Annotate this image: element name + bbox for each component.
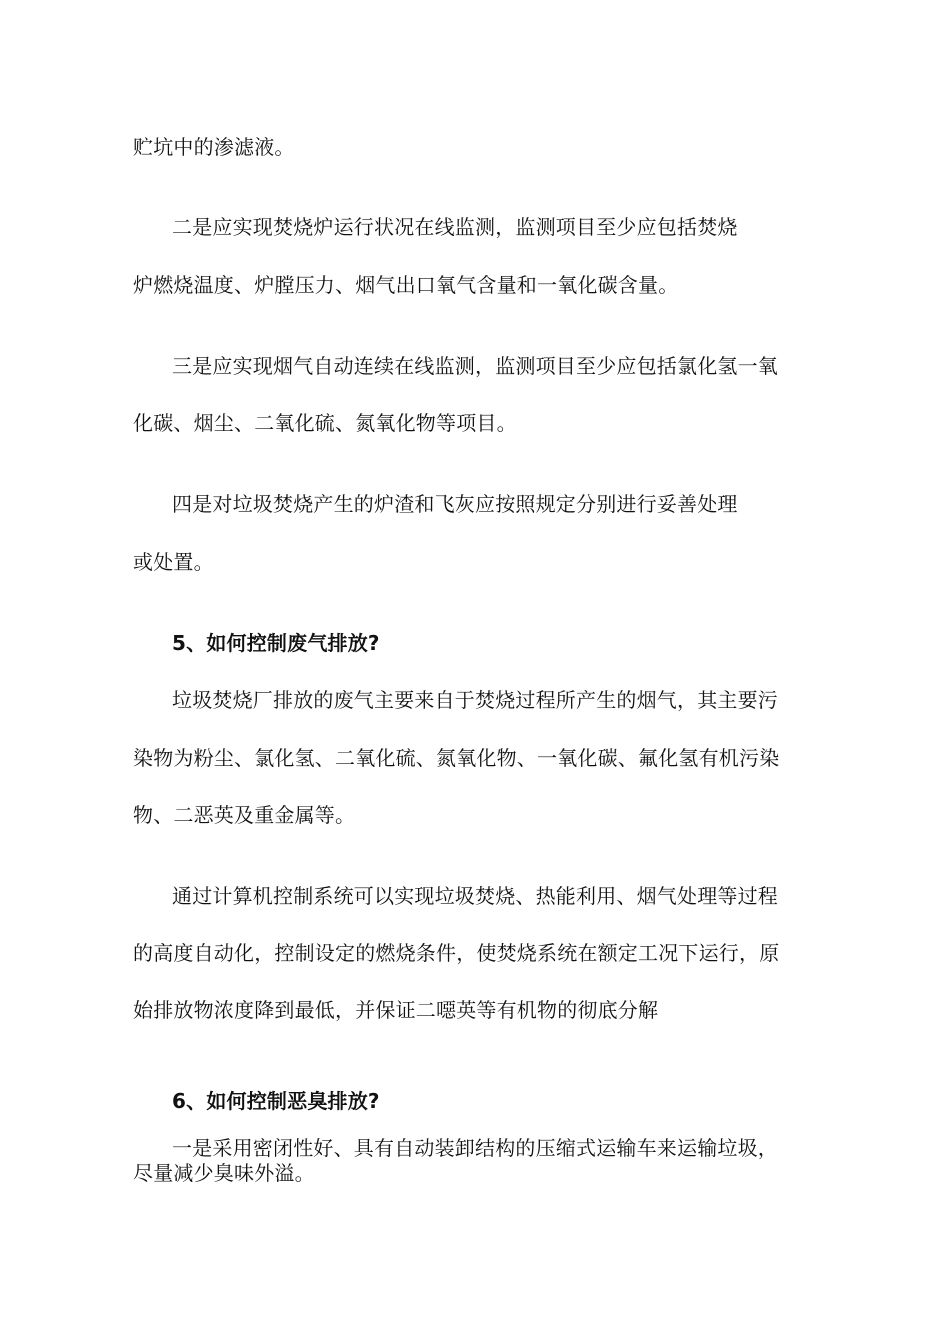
text-line: 炉燃烧温度、炉膛压力、烟气出口氧气含量和一氧化碳含量。 (133, 273, 679, 297)
text-line: 通过计算机控制系统可以实现垃圾焚烧、热能利用、烟气处理等过程 (172, 884, 778, 908)
text-line: 四是对垃圾焚烧产生的炉渣和飞灰应按照规定分别进行妥善处理 (172, 492, 738, 516)
text-line: 贮坑中的渗滤液。 (133, 135, 295, 159)
section-heading: 5、如何控制废气排放? (172, 631, 380, 655)
text-line: 的高度自动化，控制设定的燃烧条件，使焚烧系统在额定工况下运行，原 (133, 941, 780, 965)
text-line: 一是采用密闭性好、具有自动装卸结构的压缩式运输车来运输垃圾， (172, 1136, 778, 1160)
text-line: 或处置。 (133, 550, 214, 574)
text-line: 三是应实现烟气自动连续在线监测，监测项目至少应包括氯化氢一氧 (172, 354, 778, 378)
text-line: 化碳、烟尘、二氧化硫、氮氧化物等项目。 (133, 411, 517, 435)
text-line: 始排放物浓度降到最低，并保证二噁英等有机物的彻底分解 (133, 998, 659, 1022)
text-line: 物、二恶英及重金属等。 (133, 803, 356, 827)
text-line: 尽量减少臭味外溢。 (133, 1161, 315, 1185)
section-heading: 6、如何控制恶臭排放? (172, 1089, 380, 1113)
text-line: 二是应实现焚烧炉运行状况在线监测，监测项目至少应包括焚烧 (172, 215, 738, 239)
text-line: 染物为粉尘、氯化氢、二氧化硫、氮氧化物、一氧化碳、氟化氢有机污染 (133, 746, 780, 770)
text-line: 垃圾焚烧厂排放的废气主要来自于焚烧过程所产生的烟气，其主要污 (172, 688, 778, 712)
